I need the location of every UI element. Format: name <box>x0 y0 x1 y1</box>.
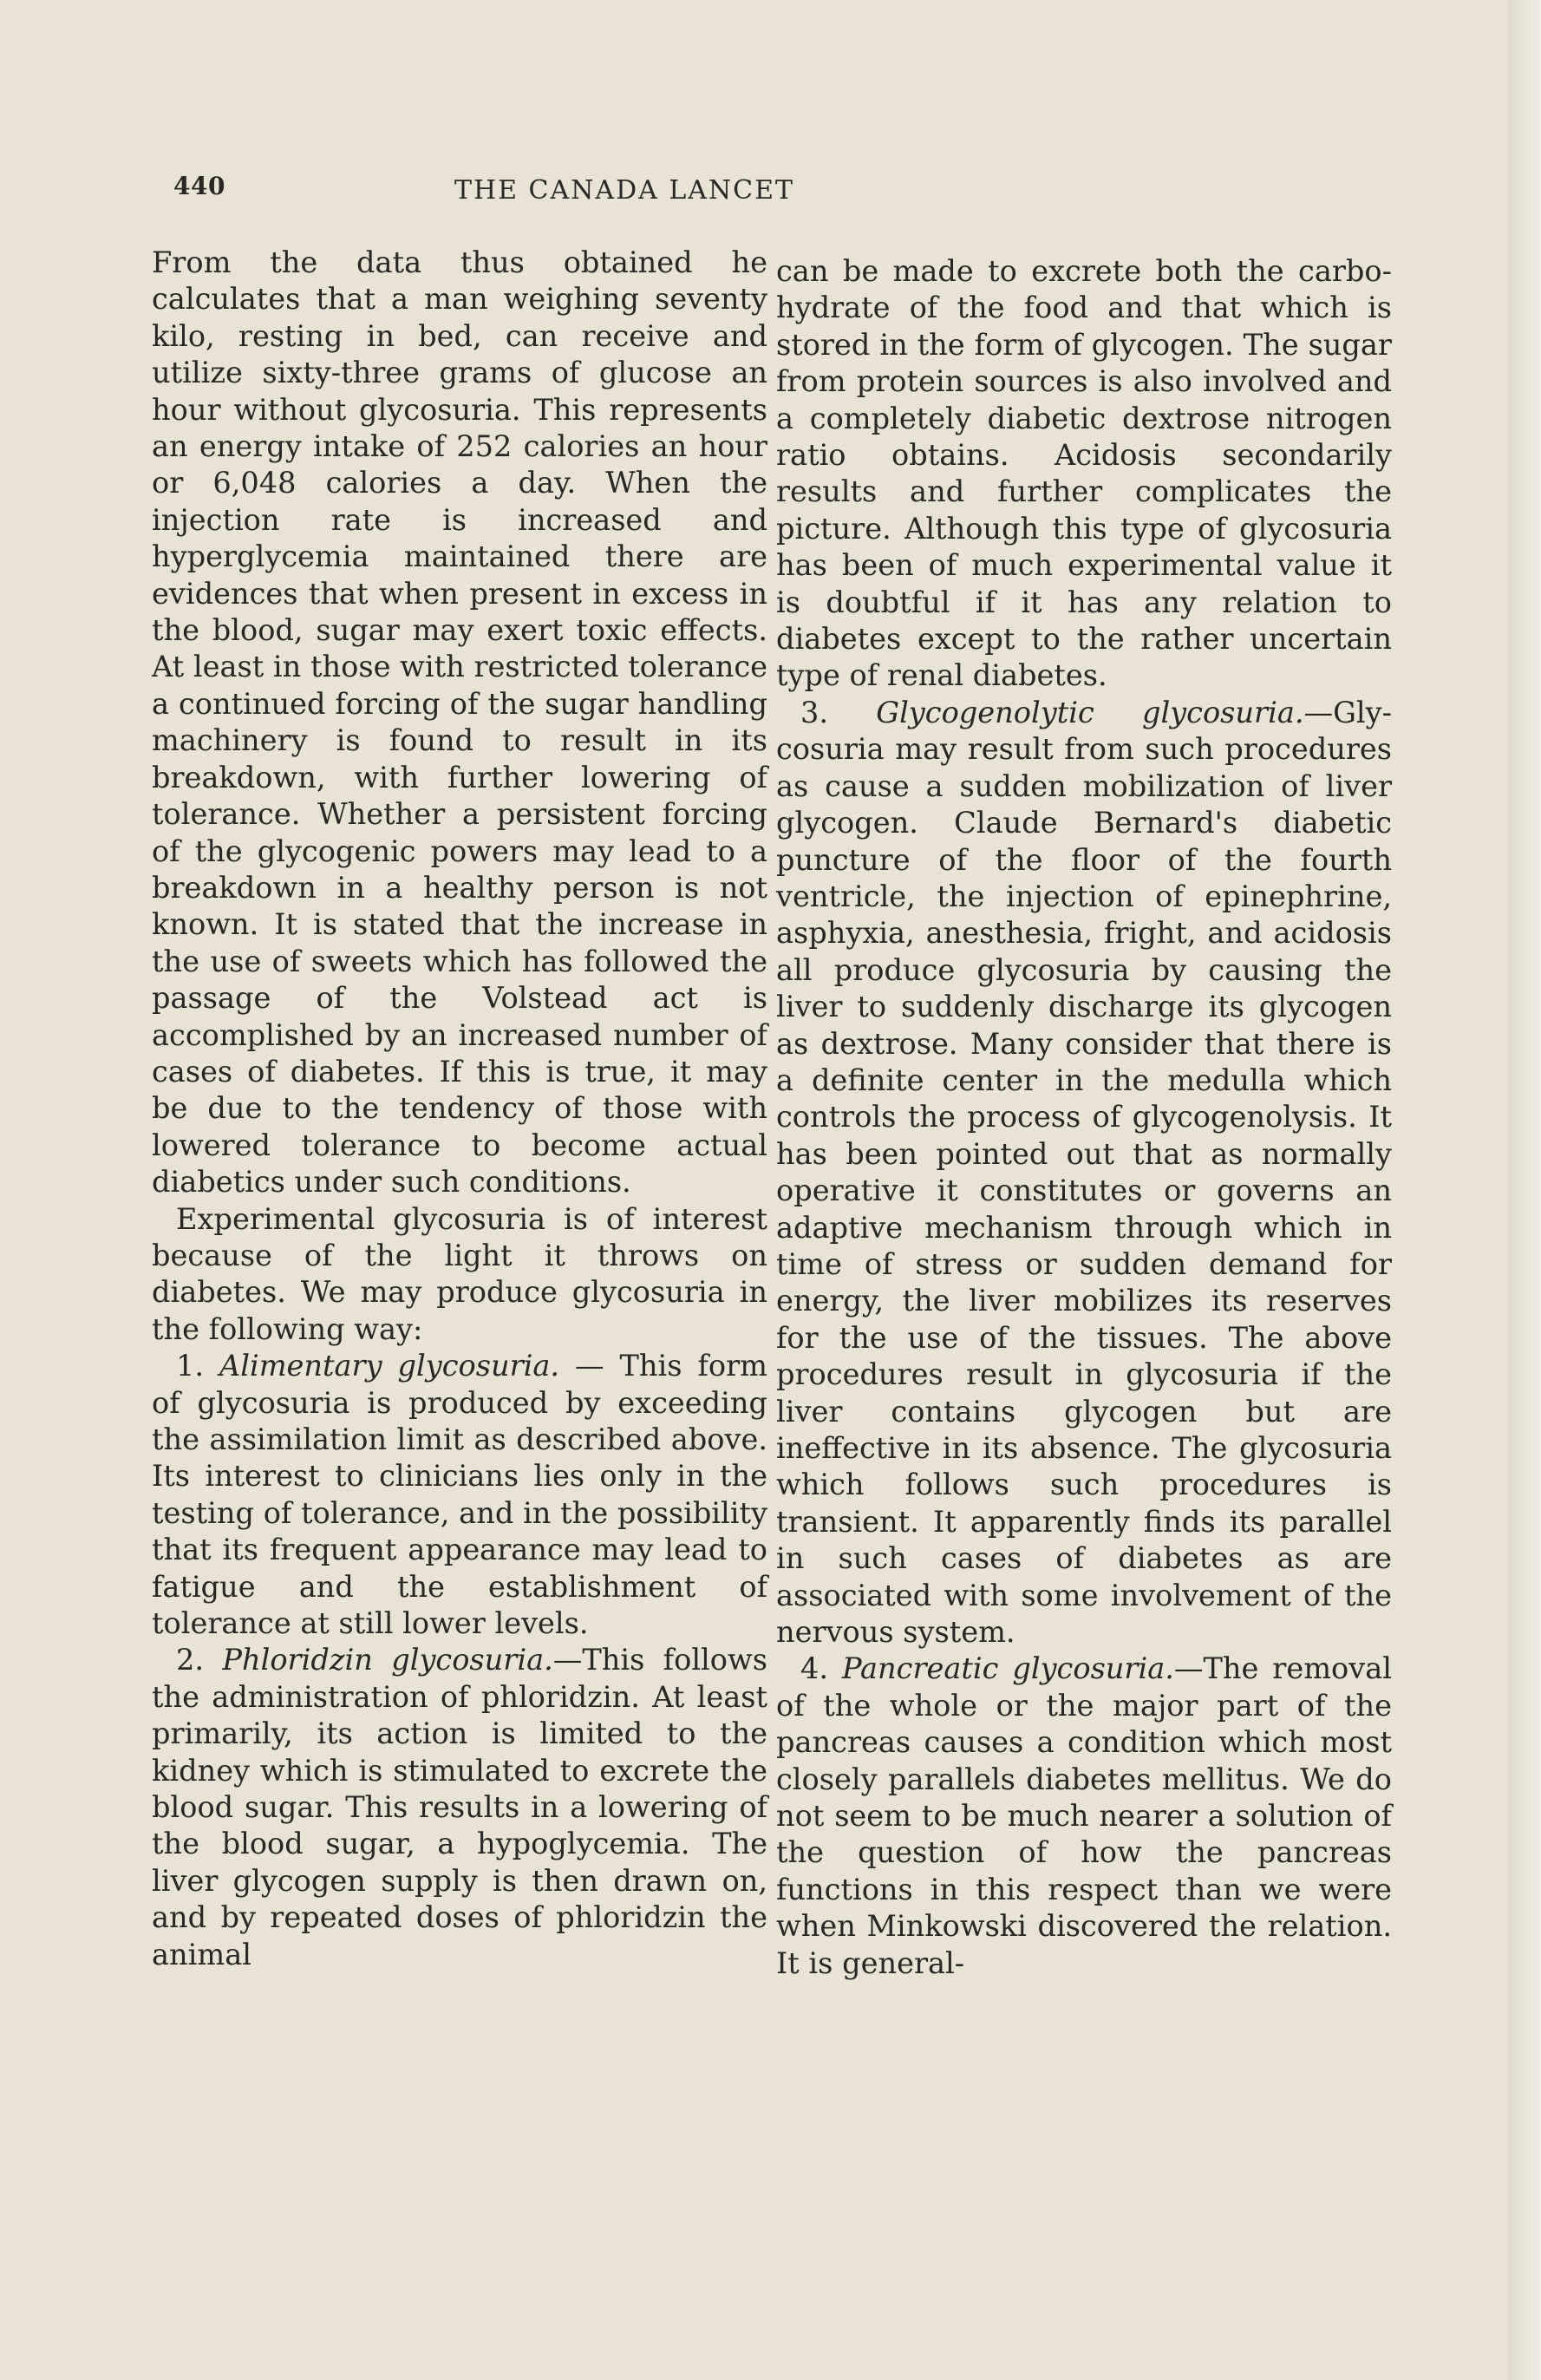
paragraph: can be made to excrete both the carbohydrate of the food and that which is stored in the form of glycogen. The sugar from protein sources is also involved and a completely diabetic dextrose nitrogen ratio obtains. Acidosis secondarily results and further complicates the picture. Although this type of glycosuria has been of much experimental value it is doubtful if it has any relation to diabetes except to the rather uncertain type of renal diabetes. <box>776 254 1392 693</box>
left-column <box>152 245 767 1973</box>
paragraph: Experimental glycosuria is of interest because of the light it throws on diabetes. We may produce glycosuria in the following way: <box>152 1201 767 1346</box>
item-title: Alimentary glycosuria. <box>219 1349 560 1383</box>
item-number: 1. <box>176 1349 205 1383</box>
item-text: — This form of glycosuria is produced by exceeding the assimilation limit as described above. Its interest to clinicians lies only in the testing of tolerance, and in the possibility that its frequent appearance may lead to fatigue and the establishment of tolerance at still lower levels. <box>152 1349 767 1641</box>
item-title: Phloridzin glycosuria. <box>222 1643 553 1677</box>
list-item-glycogenolytic <box>776 695 1392 1651</box>
list-item-phloridzin <box>152 1642 767 1973</box>
right-column <box>776 253 1392 1982</box>
item-number: 2. <box>176 1643 205 1677</box>
item-title: Pancreatic glycosuria. <box>841 1651 1174 1686</box>
item-title: Glycogenolytic glycosuria. <box>876 695 1304 729</box>
running-title: THE CANADA LANCET <box>454 175 795 206</box>
item-number: 4. <box>800 1651 829 1686</box>
list-item-alimentary <box>152 1348 767 1642</box>
item-number: 3. <box>800 695 829 729</box>
page-number: 440 <box>173 172 225 200</box>
item-text: —The removal of the whole or the major part of the pancreas causes a condition which most closely parallels diabetes mellitus. We do not seem to be much nearer a solution of the question of how the pancreas functions in this respect than we were when Minkowski discovered the relation. It is general- <box>776 1651 1392 1980</box>
item-text: —This follows the administration of phloridzin. At least primarily, its action is limited to the kidney which is stimulated to excrete the blood sugar. This results in a lowering of the blood sugar, a hypoglycemia. The liver glycogen supply is then drawn on, and by repeated doses of phloridzin the animal <box>152 1643 767 1971</box>
page-edge-shading <box>1508 0 1541 2380</box>
paragraph: From the data thus obtained he calculates that a man weighing seventy kilo, resting in bed, can receive and utilize sixty-three grams of glucose an hour without glycosuria. This represents an energy intake of 252 calories an hour or 6,048 calories a day. When the injection rate is increased and hyperglycemia maintained there are evidences that when present in excess in the blood, sugar may exert toxic effects. At least in those with restricted tolerance a continued forcing of the sugar handling machinery is found to result in its breakdown, with further lowering of tolerance. Whether a persistent forcing of the glycogenic powers may lead to a breakdown in a healthy person is not known. It is stated that the increase in the use of sweets which has followed the passage of the Volstead act is accomplished by an increased number of cases of diabetes. If this is true, it may be due to the tendency of those with lowered tolerance to become actual diabetics under such conditions. <box>152 245 767 1200</box>
item-text: —Glycosuria may result from such procedures as cause a sudden mobilization of liver glycogen. Claude Bernard's diabetic puncture of the floor of the fourth ventricle, the injection of epinephrine, asphyxia, anesthesia, fright, and acidosis all produce glycosuria by causing the liver to suddenly discharge its glycogen as dextrose. Many consider that there is a definite center in the medulla which controls the process of glycogenolysis. It has been pointed out that as normally operative it constitutes or governs an adaptive mechanism through which in time of stress or sudden demand for energy, the liver mobilizes its reserves for the use of the tissues. The above procedures result in glycosuria if the liver contains glycogen but are ineffective in its absence. The glycosuria which follows such procedures is transient. It apparently finds its parallel in such cases of diabetes as are associated with some involvement of the nervous system. <box>776 695 1392 1650</box>
list-item-pancreatic <box>776 1651 1392 1982</box>
page-header <box>173 172 1006 215</box>
